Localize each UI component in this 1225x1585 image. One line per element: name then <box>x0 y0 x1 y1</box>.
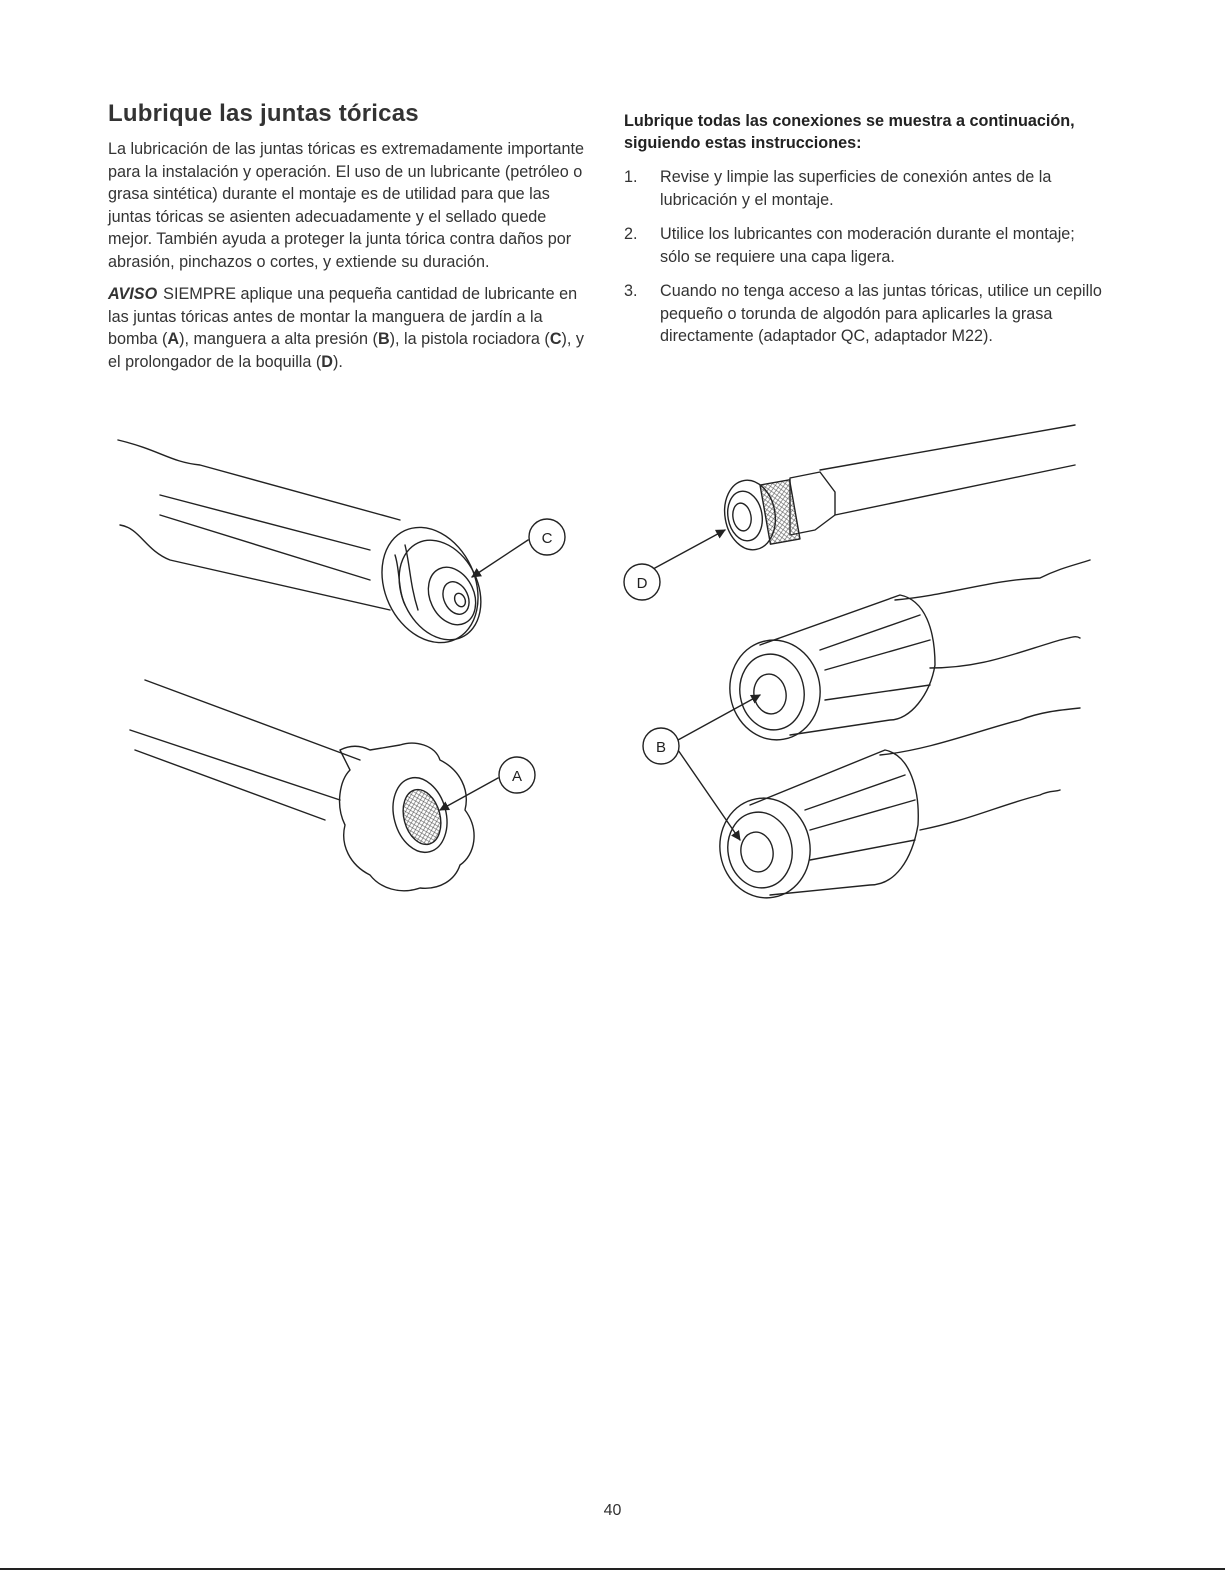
step-number: 3. <box>624 282 638 300</box>
nozzle-extension <box>719 425 1075 554</box>
step-number: 1. <box>624 168 638 186</box>
aviso-text-4: ), y el prolongador de la boquilla ( <box>108 330 584 371</box>
callout-b <box>643 728 679 764</box>
connections-illustration <box>100 400 1110 1060</box>
callout-label-c: C <box>541 530 553 547</box>
aviso-text-1: SIEMPRE aplique una pequeña cantidad de lubricante en las juntas tóricas antes de montar la manguera de jardín a la bomba ( <box>108 285 578 348</box>
step-text: Cuando no tenga acceso a las juntas tóricas, utilice un cepillo pequeño o torunda de algodón para aplicarles la grasa directamente (adaptador QC, adaptador M22). <box>660 282 1102 345</box>
instructions-heading: Lubrique todas las conexiones se muestra a continuación, siguiendo estas instrucciones: <box>624 112 1075 152</box>
aviso-label: AVISO <box>108 285 158 303</box>
ref-c: C <box>549 330 562 348</box>
aviso-text-5: ). <box>333 352 343 371</box>
page-number: 40 <box>603 1502 622 1519</box>
intro-paragraph: La lubricación de las juntas tóricas es extremadamente importante para la instalación y operación. El uso de un lubricante (petróleo o grasa sintética) durante el montaje es de utilidad para que las juntas tóricas se asienten adecuadamente y el sellado quede mejor. También ayuda a proteger la junta tórica contra daños por abrasión, pinchazos o cortes, y extiende su duración. <box>108 140 584 271</box>
aviso-paragraph <box>108 283 588 373</box>
step-text: Utilice los lubricantes con moderación durante el montaje; sólo se requiere una capa ligera. <box>660 225 1075 266</box>
list-item <box>624 223 1104 268</box>
instructions-list <box>624 166 1104 348</box>
high-pressure-hose-lower <box>712 708 1080 905</box>
ref-a: A <box>167 330 180 348</box>
right-column <box>624 110 1104 360</box>
ref-d: D <box>321 352 333 371</box>
callout-label-a: A <box>511 768 523 785</box>
list-item <box>624 280 1104 348</box>
aviso-text-2: ), manguera a alta presión ( <box>179 330 378 348</box>
pump-connector <box>130 680 474 891</box>
callout-a <box>499 757 535 793</box>
high-pressure-hose-upper <box>722 560 1090 747</box>
spray-gun-wand <box>118 440 496 658</box>
list-item <box>624 166 1104 211</box>
step-text: Revise y limpie las superficies de conexión antes de la lubricación y el montaje. <box>660 168 1052 209</box>
aviso-text-3: ), la pistola rociadora ( <box>389 330 550 348</box>
callout-label-d: D <box>636 575 648 592</box>
bottom-rule <box>0 1568 1225 1570</box>
ref-b: B <box>377 330 390 348</box>
left-column <box>108 100 588 383</box>
callout-d <box>624 564 660 600</box>
step-number: 2. <box>624 225 638 243</box>
callout-label-b: B <box>655 739 667 756</box>
callout-c <box>529 519 565 555</box>
section-title: Lubrique las juntas tóricas <box>108 100 419 127</box>
